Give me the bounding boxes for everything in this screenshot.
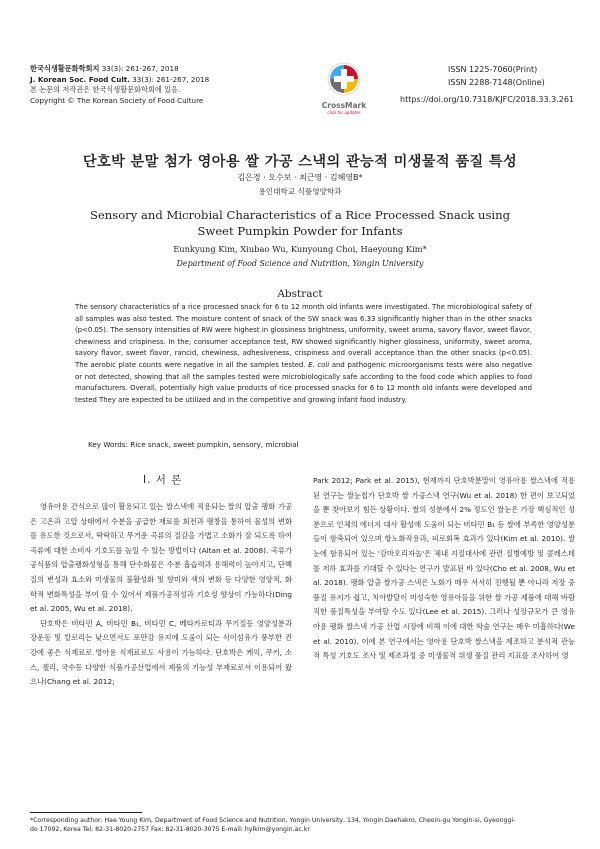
journal-ko-name: 한국식생활문화학회지	[30, 64, 100, 73]
title-korean: 단호박 분말 첨가 영아용 쌀 가공 스낵의 관능적 미생물적 품질 특성	[82, 154, 518, 170]
abstract-text-2: and pathogenic microorganisms tests were also negative or not detected, showing that all the samples tested were microbiologically safe according to the food code which applies to food manufacturers. Overall, potentially high value products of rice processed snacks for 6 to 12 month old infants were developed and tested They are expected to be utilized and in the competitive and growing infant food industry.	[75, 360, 532, 404]
copyright-en: Copyright © The Korean Society of Food Culture	[30, 95, 204, 105]
keywords-list: Rice snack, sweet pumpkin, sensory, microbial	[127, 440, 299, 449]
paragraph: Park 2012; Park et al. 2015), 현재까지 단호박분말이 영유아용 쌀스낵에 적용된 연구는 쌀눈칩가 단호박 쌀 가공스낵 연구(Wu et al. 2018) 한 편이 보고되었을 뿐 찾아보기 힘든 상황이다. 쌀의 성분에서 2% 정도인 쌀눈은 가장 핵심적인 성분으로 인체의 에너지 대사 활성에 도움이 되는 비타민 B₁ 등 쌀에 부족한 영양성분들이 함축되어 있으며 항노화작용과, 피로회복 효과가 있다(Kim et al. 2010). 쌀눈에 함유되어 있는 '감마오리자놀'은 체내 지질대사에 관련 질병예방 및 콜레스테롤 저하 효과를 기대할 수 있다는 연구가 발표된 바 있다(Cho et al. 2008, Wu et al. 2018). 팽화 압출 쌀가공 스낵은 노화가 매우 서서히 진행될 뿐 아니라 저장 중 품질 유지가 쉽고, 치아발달이 미성숙한 영유아들을 위한 쌀 가공 제품에 대해 바람직한 품질특성을 부여할 수도 있다(Lee et al. 2015). 그러나 성장규모가 큰 영유아용 팽화 쌀스낵 가공 산업 시장에 비해 이에 대한 학술 연구는 매우 미흡하다(We et al. 2010). 이에 본 연구에서는 영아용 단호박 쌀스낵을 제조하고 분석적 관능적 특성 기호도 조사 및 제조과정 중 미생물적 위생 품질 관리 지표를 조사하여 영	[313, 476, 575, 661]
footnote-rule	[30, 812, 142, 813]
copyright-ko: 본 논문의 저작권은 한국식생활문화학회에 있음.	[30, 85, 181, 94]
title-english-line2: Sweet Pumpkin Powder for Infants	[197, 224, 403, 238]
abstract-heading: Abstract	[277, 288, 323, 300]
abstract-italic-term: E. coli	[308, 360, 330, 369]
keywords-label: Key Words:	[88, 440, 128, 449]
abstract-body	[75, 302, 532, 406]
footnote-line-2: do 17092, Korea Tel: 82-31-8020-2757 Fax: 82-31-8020-3075 E-mail: hylkim@yongin.ac.kr	[30, 826, 310, 833]
affiliation-english: Department of Food Science and Nutrition, Yongin University	[176, 259, 424, 268]
issn-print: ISSN 1225-7060(Print)	[448, 65, 538, 74]
issn-block	[448, 64, 545, 89]
authors-english: Eunkyung Kim, Xiubao Wu, Kunyoung Choi, Haeyoung Kim*	[173, 244, 427, 254]
footnote-line-1: *Corresponding author: Hae Young Kim, Department of Food Science and Nutrition, Yongin University, 134, Yongin Daehakro, Cheoin-gu Yongin-si, Gyeonggi-	[30, 817, 516, 824]
paragraph: 영유아용 간식으로 많이 활용되고 있는 쌀스낵에 적용되는 쌀의 압출 팽화 가공은 고온과 고압 상태에서 수분을 공급한 재료를 회전과 팽창을 통하여 물성의 변화를 유도한 것으로서, 딱딱하고 무거운 곡류의 질감을 가볍고 소화가 잘 되도록 하여 곡류에 대한 소비자 기호도를 높일 수 있는 방법이다 (Altan et al. 2008). 곡류가공식품의 압출팽화성형을 통해 단수화물은 수분 흡습력과 용해력이 높아지고, 단백질의 변성과 효소와 미생물의 불활성화 및 향미와 색의 변화 등 다양한 영양적, 화학적 변화특성을 부여 할 수 있어서 제품가공적성과 기호성 향상이 가능하다(Ding et al. 2005, Wu et al. 2018).	[30, 502, 292, 614]
crossmark-badge[interactable]	[318, 62, 370, 118]
journal-en-info: 33(3): 261-267, 2018	[129, 74, 210, 84]
title-english-line1: Sensory and Microbial Characteristics of a Rice Processed Snack using	[89, 208, 511, 222]
section-heading-introduction: I. 서 론	[143, 474, 183, 486]
journal-en-name: J. Korean Soc. Food Cult.	[30, 74, 130, 84]
crossmark-logo-icon	[327, 62, 361, 96]
title-english	[0, 207, 600, 239]
crossmark-sub: click for updates	[327, 110, 361, 115]
journal-ko-line	[30, 64, 209, 75]
abstract-text-1: The sensory characteristics of a rice processed snack for 6 to 12 month old infants were investigated. The microbiological safety of all samples was also tested. The moisture content of snack of the SW snack was 6.33 significantly higher than in the other snacks (p<0.05). The sensory intensities of RW were highest in glossiness brightness, uniformity, sweet aroma, savory flavor, sweet flavor, chewiness and crispiness. In the; consumer acceptance test, RW showed significantly higher glossiness, uniformity, sweet aroma, savory flavor, sweet flavor, rancid, chewiness, adhesiveness, crispiness and overall acceptance than the other snacks (p<0.05). The aerobic plate counts were negative in all the samples tested.	[75, 303, 532, 369]
body-column-right	[313, 474, 575, 664]
footnote-corresponding-author	[30, 816, 575, 834]
crossmark-label: CrossMark	[321, 101, 367, 110]
authors-korean: 김은경 · 오수보 · 최근영 · 김혜영B*	[237, 173, 363, 182]
journal-header	[30, 64, 209, 106]
affiliation-korean: 용인대학교 식품영양학과	[258, 187, 342, 196]
body-column-left	[30, 500, 292, 690]
doi-link[interactable]: https://doi.org/10.7318/KJFC/2018.33.3.261	[400, 95, 575, 104]
keywords	[88, 440, 528, 449]
journal-en-line	[30, 75, 209, 86]
journal-ko-info: 33(3): 261-267, 2018	[99, 64, 179, 73]
issn-online: ISSN 2288-7148(Online)	[448, 77, 545, 87]
paragraph: 단호박은 비타민 A, 비타민 B₁, 비타민 C, 베타카로티과 무기질등 영양성분과 장운동 및 칼로리는 낮으면서도 포만감 유지에 도움이 되는 식이섬유가 풍부한 건강에 좋은 식재료로 영아용 식재료로도 사용이 가능하다. 단호박은 케익, 쿠키, 소스, 젤리, 국수등 다양한 식품가공산업에서 제품의 기능성 부재료로서 이용되어 왔으나(Chang et al. 2012;	[30, 618, 292, 687]
